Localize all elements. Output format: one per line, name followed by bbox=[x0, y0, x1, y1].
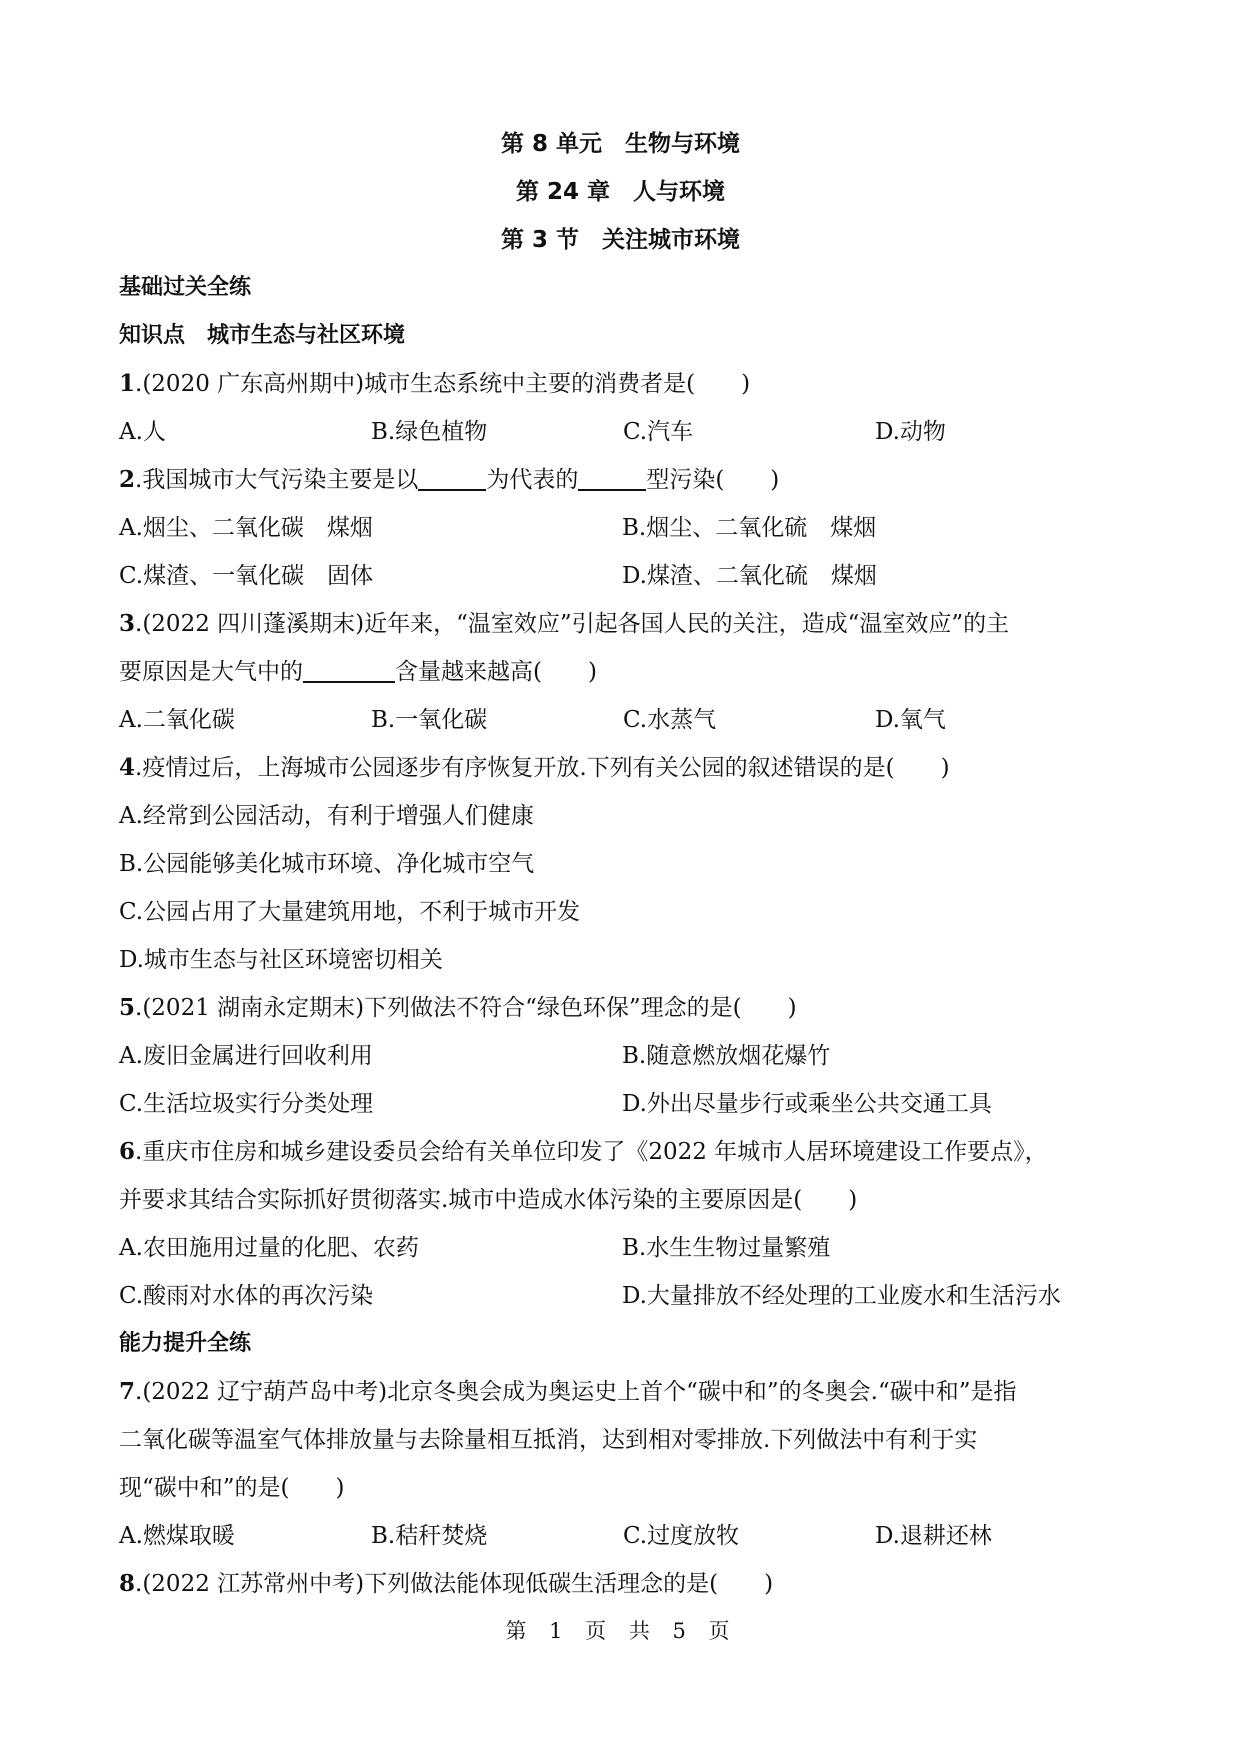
question-number: 1 bbox=[119, 370, 136, 397]
question-number: 5 bbox=[119, 994, 136, 1021]
question-stem-part: 要原因是大气中的 bbox=[119, 659, 303, 685]
question-5-options-row-2 bbox=[119, 1080, 1129, 1128]
question-stem: .(2022 江苏常州中考)下列做法能体现低碳生活理念的是( ) bbox=[135, 1571, 774, 1597]
question-stem: .重庆市住房和城乡建设委员会给有关单位印发了《2022 年城市人居环境建设工作要点》， bbox=[135, 1139, 1048, 1165]
question-stem: .(2022 四川蓬溪期末)近年来，“温室效应”引起各国人民的关注，造成“温室效应”的主 bbox=[135, 611, 1010, 637]
option-a: A.二氧化碳 bbox=[119, 707, 235, 733]
unit-title: 第 8 单元 生物与环境 bbox=[500, 131, 741, 157]
basic-section-heading: 基础过关全练 bbox=[119, 275, 252, 300]
question-5-options-row-1 bbox=[119, 1032, 1129, 1080]
question-5 bbox=[119, 984, 1129, 1032]
question-1-options bbox=[119, 408, 1129, 456]
option-c: C.水蒸气 bbox=[623, 707, 717, 733]
option-b: B.一氧化碳 bbox=[371, 707, 488, 733]
option-b: B.秸秆焚烧 bbox=[371, 1523, 488, 1549]
option-c: C.煤渣、一氧化碳 固体 bbox=[119, 563, 374, 589]
option-a: A.烟尘、二氧化碳 煤烟 bbox=[119, 515, 373, 541]
option-b: B.绿色植物 bbox=[371, 419, 488, 445]
question-6-continued: 并要求其结合实际抓好贯彻落实.城市中造成水体污染的主要原因是( ) bbox=[119, 1187, 858, 1213]
question-number: 3 bbox=[119, 610, 136, 637]
question-stem: .疫情过后，上海城市公园逐步有序恢复开放.下列有关公园的叙述错误的是( ) bbox=[135, 755, 950, 781]
question-stem-part: .我国城市大气污染主要是以 bbox=[135, 467, 419, 493]
option-d: D.退耕还林 bbox=[875, 1523, 992, 1549]
question-number: 7 bbox=[119, 1378, 136, 1405]
question-number: 8 bbox=[119, 1570, 136, 1597]
question-7-options bbox=[119, 1512, 1129, 1560]
document-body bbox=[119, 264, 1129, 1608]
question-7-continued: 二氧化碳等温室气体排放量与去除量相互抵消，达到相对零排放.下列做法中有利于实 bbox=[119, 1427, 978, 1453]
question-7 bbox=[119, 1368, 1129, 1416]
answer-blank bbox=[418, 459, 486, 491]
question-8 bbox=[119, 1560, 1129, 1608]
option-d: D.煤渣、二氧化硫 煤烟 bbox=[622, 563, 877, 589]
question-3 bbox=[119, 600, 1129, 648]
answer-blank bbox=[578, 459, 646, 491]
question-6-options-row-1 bbox=[119, 1224, 1129, 1272]
question-stem-part: 含量越来越高( ) bbox=[395, 659, 597, 685]
question-7-continued-2: 现“碳中和”的是( ) bbox=[119, 1475, 345, 1501]
advanced-section-heading: 能力提升全练 bbox=[119, 1331, 252, 1356]
answer-blank bbox=[303, 651, 395, 683]
option-c: C.汽车 bbox=[623, 419, 694, 445]
option-c: C.公园占用了大量建筑用地，不利于城市开发 bbox=[119, 899, 581, 925]
option-d: D.氧气 bbox=[875, 707, 946, 733]
section-title: 第 3 节 关注城市环境 bbox=[500, 227, 741, 253]
option-d: D.动物 bbox=[875, 419, 946, 445]
option-b: B.水生生物过量繁殖 bbox=[622, 1235, 831, 1261]
question-stem: .(2022 辽宁葫芦岛中考)北京冬奥会成为奥运史上首个“碳中和”的冬奥会.“碳中和”是指 bbox=[135, 1379, 1017, 1405]
question-6-options-row-2 bbox=[119, 1272, 1129, 1320]
option-a: A.废旧金属进行回收利用 bbox=[119, 1043, 373, 1069]
option-d: D.城市生态与社区环境密切相关 bbox=[119, 947, 443, 973]
question-number: 2 bbox=[119, 466, 136, 493]
question-2 bbox=[119, 456, 1129, 504]
question-2-options-row-2 bbox=[119, 552, 1129, 600]
question-stem: .(2021 湖南永定期末)下列做法不符合“绿色环保”理念的是( ) bbox=[135, 995, 797, 1021]
option-b: B.公园能够美化城市环境、净化城市空气 bbox=[119, 851, 535, 877]
option-c: C.酸雨对水体的再次污染 bbox=[119, 1283, 374, 1309]
option-a: A.人 bbox=[119, 419, 166, 445]
question-1 bbox=[119, 360, 1129, 408]
question-4 bbox=[119, 744, 1129, 792]
question-number: 4 bbox=[119, 754, 136, 781]
option-c: C.生活垃圾实行分类处理 bbox=[119, 1091, 374, 1117]
option-a: A.经常到公园活动，有利于增强人们健康 bbox=[119, 803, 534, 829]
option-a: A.燃煤取暖 bbox=[119, 1523, 235, 1549]
question-3-continued bbox=[119, 648, 1129, 696]
option-b: B.随意燃放烟花爆竹 bbox=[622, 1043, 831, 1069]
option-c: C.过度放牧 bbox=[623, 1523, 740, 1549]
title-block bbox=[0, 120, 1241, 264]
option-a: A.农田施用过量的化肥、农药 bbox=[119, 1235, 419, 1261]
chapter-title: 第 24 章 人与环境 bbox=[515, 179, 726, 205]
question-6 bbox=[119, 1128, 1129, 1176]
question-number: 6 bbox=[119, 1138, 136, 1165]
option-d: D.大量排放不经处理的工业废水和生活污水 bbox=[622, 1283, 1061, 1309]
option-d: D.外出尽量步行或乘坐公共交通工具 bbox=[622, 1091, 992, 1117]
knowledge-point-heading: 知识点 城市生态与社区环境 bbox=[119, 323, 406, 348]
option-b: B.烟尘、二氧化硫 煤烟 bbox=[622, 515, 877, 541]
question-2-options-row-1 bbox=[119, 504, 1129, 552]
question-stem-part: 型污染( ) bbox=[646, 467, 780, 493]
question-stem: .(2020 广东高州期中)城市生态系统中主要的消费者是( ) bbox=[135, 371, 751, 397]
page-footer: 第 1 页 共 5 页 bbox=[505, 1619, 736, 1643]
question-stem-part: 为代表的 bbox=[486, 467, 579, 493]
question-3-options bbox=[119, 696, 1129, 744]
